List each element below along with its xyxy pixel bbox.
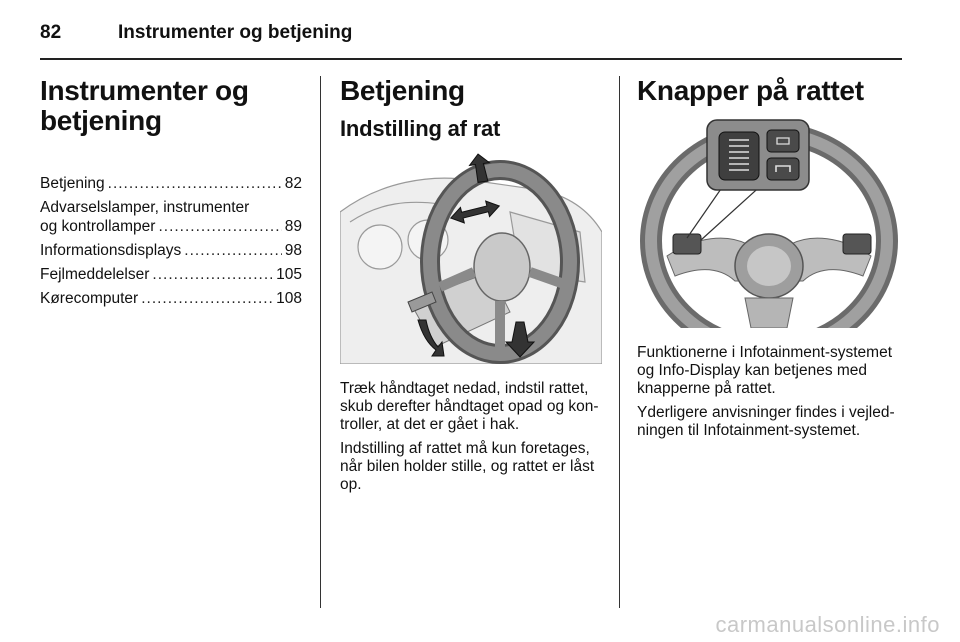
toc-entry-fejlmeddelelser[interactable] (40, 265, 302, 284)
phone-button (767, 158, 799, 180)
paragraph-1-line-2: og Info-Display kan betjenes med (637, 362, 868, 379)
header-rule (40, 58, 902, 60)
toc-entry-title-line-2: og kontrollamper (40, 218, 156, 235)
table-of-contents (40, 174, 302, 308)
chapter-title (40, 76, 302, 136)
paragraph-1-line-1: Funktionerne i Infotainment-systemet (637, 344, 893, 361)
toc-entry-title: Informationsdisplays (40, 242, 182, 259)
toc-entry-advarselslamper[interactable] (40, 198, 302, 236)
paragraph-1 (340, 380, 604, 434)
paragraph-1-line-1: Træk håndtaget nedad, indstil rattet, (340, 380, 589, 397)
steering-buttons-illustration (637, 116, 899, 328)
page-header (40, 18, 902, 58)
running-title: Instrumenter og betjening (118, 22, 353, 43)
paragraph-2-line-3: op. (340, 476, 362, 493)
chapter-title-line-2: betjening (40, 105, 162, 136)
button-zoom-callout (707, 120, 809, 190)
subsection-title: Indstilling af rat (340, 116, 501, 141)
chapter-title-line-1: Instrumenter og (40, 75, 249, 106)
column-toc (40, 76, 302, 313)
paragraph-1-line-2: skub derefter håndtaget opad og kon- (340, 398, 599, 415)
toc-leader (108, 174, 282, 193)
paragraph-2-line-1: Yderligere anvisninger findes i vejled- (637, 404, 895, 421)
column-betjening (340, 76, 604, 500)
toc-entry-page: 82 (284, 175, 302, 192)
paragraph-2 (340, 440, 604, 494)
toc-entry-informationsdisplays[interactable] (40, 241, 302, 260)
source-button (767, 130, 799, 152)
toc-leader (152, 265, 273, 284)
steering-adjust-text (340, 380, 604, 494)
paragraph-2 (637, 404, 903, 440)
toc-entry-page: 89 (284, 218, 302, 235)
toc-entry-betjening[interactable] (40, 174, 302, 193)
toc-entry-page: 105 (276, 266, 302, 283)
paragraph-1-line-3: knapperne på rattet. (637, 380, 776, 397)
toc-entry-korecomputer[interactable] (40, 289, 302, 308)
paragraph-1-line-3: troller, at det er gået i hak. (340, 416, 520, 433)
toc-entry-title: Betjening (40, 175, 105, 192)
right-button-cluster (843, 234, 871, 254)
column-divider-1 (320, 76, 321, 608)
paragraph-2-line-2: når bilen holder stille, og rattet er låst (340, 458, 595, 475)
section-title: Betjening (340, 75, 465, 106)
paragraph-2-line-2: ningen til Infotainment-systemet. (637, 422, 861, 439)
toc-entry-page: 98 (284, 242, 302, 259)
paragraph-1 (637, 344, 903, 398)
toc-leader (184, 241, 281, 260)
paragraph-2-line-1: Indstilling af rattet må kun foretages, (340, 440, 590, 457)
column-knapper (637, 76, 903, 446)
site-watermark: carmanualsonline.info (715, 612, 940, 637)
toc-entry-page: 108 (276, 290, 302, 307)
toc-entry-title: Fejlmeddelelser (40, 266, 150, 283)
toc-entry-title: Kørecomputer (40, 290, 139, 307)
page-number: 82 (40, 22, 62, 43)
section-title: Knapper på rattet (637, 75, 864, 106)
toc-entry-title-line-1: Advarselslamper, instrumenter (40, 199, 250, 216)
steering-adjust-illustration (340, 152, 602, 364)
column-divider-2 (619, 76, 620, 608)
toc-leader (141, 289, 273, 308)
toc-leader (158, 217, 281, 236)
steering-buttons-text (637, 344, 903, 440)
